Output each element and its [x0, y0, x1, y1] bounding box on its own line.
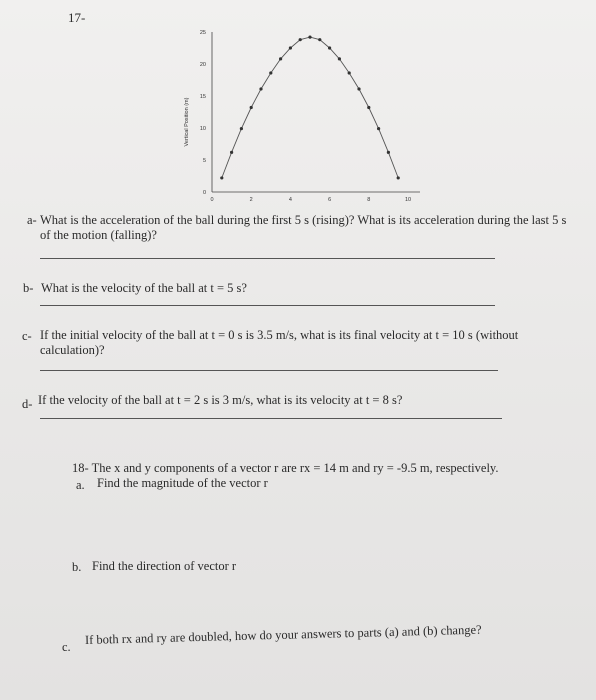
question-d-text: If the velocity of the ball at t = 2 s is 3 m/s, what is its velocity at t = 8 s? — [38, 393, 403, 407]
y-tick-label: 0 — [202, 190, 206, 196]
x-tick-label: 10 — [404, 197, 412, 202]
part-a-letter: a. — [76, 478, 85, 492]
answer-line-c[interactable] — [40, 370, 498, 371]
data-point — [377, 127, 380, 130]
y-tick-label: 10 — [199, 126, 206, 132]
y-tick-label: 25 — [199, 30, 206, 36]
y-tick-label: 20 — [199, 62, 206, 68]
data-point — [289, 46, 292, 49]
part-a-text: Find the magnitude of the vector r — [97, 476, 268, 490]
question-d-letter: d- — [22, 397, 33, 411]
x-tick-label: 4 — [288, 197, 292, 202]
question-a-letter: a- — [27, 213, 37, 227]
data-point — [387, 151, 390, 154]
question-a-text: What is the acceleration of the ball during the first 5 s (rising)? What is its acceleration during the last 5 s of the motion (falling)? — [40, 213, 567, 242]
part-b-letter: b. — [72, 560, 82, 574]
y-tick-label: 15 — [199, 94, 206, 100]
data-point — [230, 151, 233, 154]
x-tick-label: 6 — [328, 197, 332, 202]
y-tick-labels — [200, 30, 206, 196]
x-tick-label: 0 — [210, 197, 214, 202]
series-line — [222, 37, 398, 178]
data-point — [308, 36, 311, 39]
problem-18-intro: The x and y components of a vector r are rx = 14 m and ry = -9.5 m, respectively. — [91, 461, 499, 475]
data-point — [269, 71, 272, 74]
answer-line-b[interactable] — [40, 305, 495, 306]
position-time-chart — [175, 22, 425, 202]
question-c-letter: c- — [22, 329, 32, 343]
data-point — [357, 87, 360, 90]
data-point — [328, 46, 331, 49]
question-b-text: What is the velocity of the ball at t = 5 s? — [41, 281, 247, 295]
data-point — [318, 38, 321, 41]
data-point — [299, 38, 302, 41]
x-tick-label: 2 — [249, 197, 253, 202]
x-tick-labels — [210, 197, 411, 202]
part-c-text: If both rx and ry are doubled, how do your answers to parts (a) and (b) change? — [84, 622, 482, 647]
data-points — [220, 36, 400, 180]
data-point — [348, 71, 351, 74]
part-b-text: Find the direction of vector r — [92, 559, 237, 573]
y-tick-label: 5 — [202, 158, 206, 164]
data-point — [220, 176, 223, 179]
question-b-letter: b- — [23, 281, 34, 295]
data-point — [259, 87, 262, 90]
part-c-letter: c. — [62, 640, 71, 654]
answer-line-d[interactable] — [40, 418, 502, 419]
problem-18-intro-line — [72, 461, 499, 476]
data-point — [250, 106, 253, 109]
answer-line-a[interactable] — [40, 258, 495, 259]
data-point — [338, 57, 341, 60]
problem-17-number: 17- — [68, 10, 86, 25]
y-axis-label: Vertical Position (m) — [184, 97, 190, 147]
data-point — [279, 57, 282, 60]
problem-18-number: 18- — [72, 461, 89, 475]
question-c-text: If the initial velocity of the ball at t = 0 s is 3.5 m/s, what is its final velocity at t = 10 s (without calculation)? — [40, 328, 519, 357]
x-tick-label: 8 — [367, 197, 371, 202]
data-point — [367, 106, 370, 109]
data-point — [397, 176, 400, 179]
data-point — [240, 127, 243, 130]
